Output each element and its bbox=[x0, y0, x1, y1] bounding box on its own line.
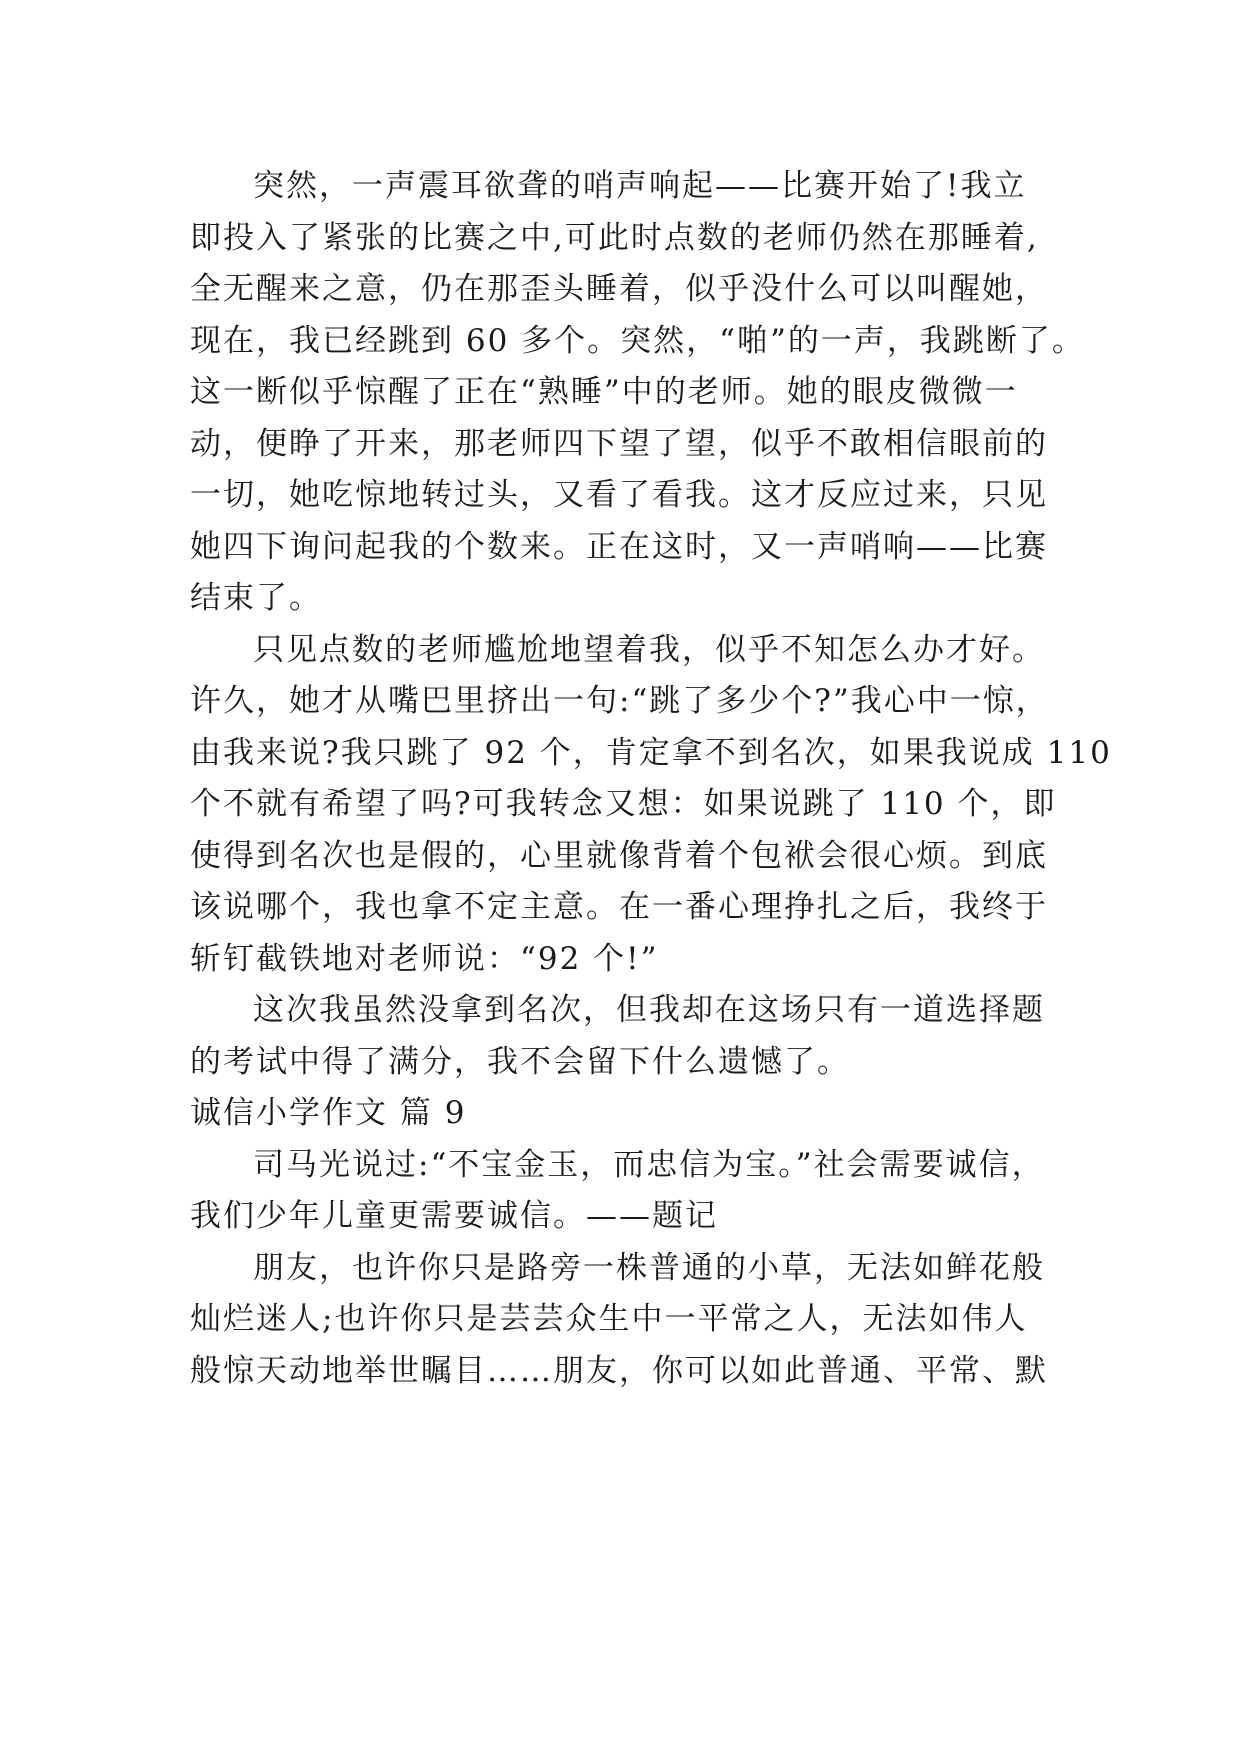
text-line: 全无醒来之意，仍在那歪头睡着，似乎没什么可以叫醒她， bbox=[190, 271, 1048, 307]
text-line: 这一断似乎惊醒了正在“熟睡”中的老师。她的眼皮微微一 bbox=[190, 374, 1018, 410]
text-line: 般惊天动地举世瞩目……朋友，你可以如此普通、平常、默 bbox=[190, 1353, 1048, 1389]
text-line: 灿烂迷人;也许你只是芸芸众生中一平常之人，无法如伟人 bbox=[190, 1301, 1028, 1337]
text-line: 个不就有希望了吗?可我转念又想：如果说跳了 110 个，即 bbox=[190, 786, 1057, 822]
text-line: 朋友，也许你只是路旁一株普通的小草，无法如鲜花般 bbox=[253, 1250, 1045, 1286]
text-line: 现在，我已经跳到 60 多个。突然，“啪”的一声，我跳断了。 bbox=[190, 323, 1085, 359]
text-line: 司马光说过:“不宝金玉，而忠信为宝。”社会需要诚信， bbox=[253, 1147, 1045, 1183]
text-line: 即投入了紧张的比赛之中,可此时点数的老师仍然在那睡着, bbox=[190, 220, 1039, 256]
text-line: 我们少年儿童更需要诚信。——题记 bbox=[190, 1198, 718, 1234]
text-line: 突然，一声震耳欲聋的哨声响起——比赛开始了!我立 bbox=[253, 168, 1027, 204]
text-line: 许久，她才从嘴巴里挤出一句:“跳了多少个?”我心中一惊， bbox=[190, 683, 1049, 719]
text-line: 该说哪个，我也拿不定主意。在一番心理挣扎之后，我终于 bbox=[190, 889, 1048, 925]
text-line: 动，便睁了开来，那老师四下望了望，似乎不敢相信眼前的 bbox=[190, 426, 1048, 462]
text-line: 的考试中得了满分，我不会留下什么遗憾了。 bbox=[190, 1044, 850, 1080]
text-line: 由我来说?我只跳了 92 个，肯定拿不到名次，如果我说成 110 bbox=[190, 735, 1112, 771]
text-line: 一切，她吃惊地转过头，又看了看我。这才反应过来，只见 bbox=[190, 477, 1048, 513]
text-line: 使得到名次也是假的，心里就像背着个包袱会很心烦。到底 bbox=[190, 838, 1048, 874]
text-line: 结束了。 bbox=[190, 580, 322, 616]
text-line: 只见点数的老师尴尬地望着我，似乎不知怎么办才好。 bbox=[253, 632, 1045, 668]
text-line: 斩钉截铁地对老师说：“92 个!” bbox=[190, 941, 659, 977]
text-line: 这次我虽然没拿到名次，但我却在这场只有一道选择题 bbox=[253, 992, 1045, 1028]
section-heading: 诚信小学作文 篇 9 bbox=[190, 1095, 467, 1131]
text-line: 她四下询问起我的个数来。正在这时，又一声哨响——比赛 bbox=[190, 529, 1048, 565]
